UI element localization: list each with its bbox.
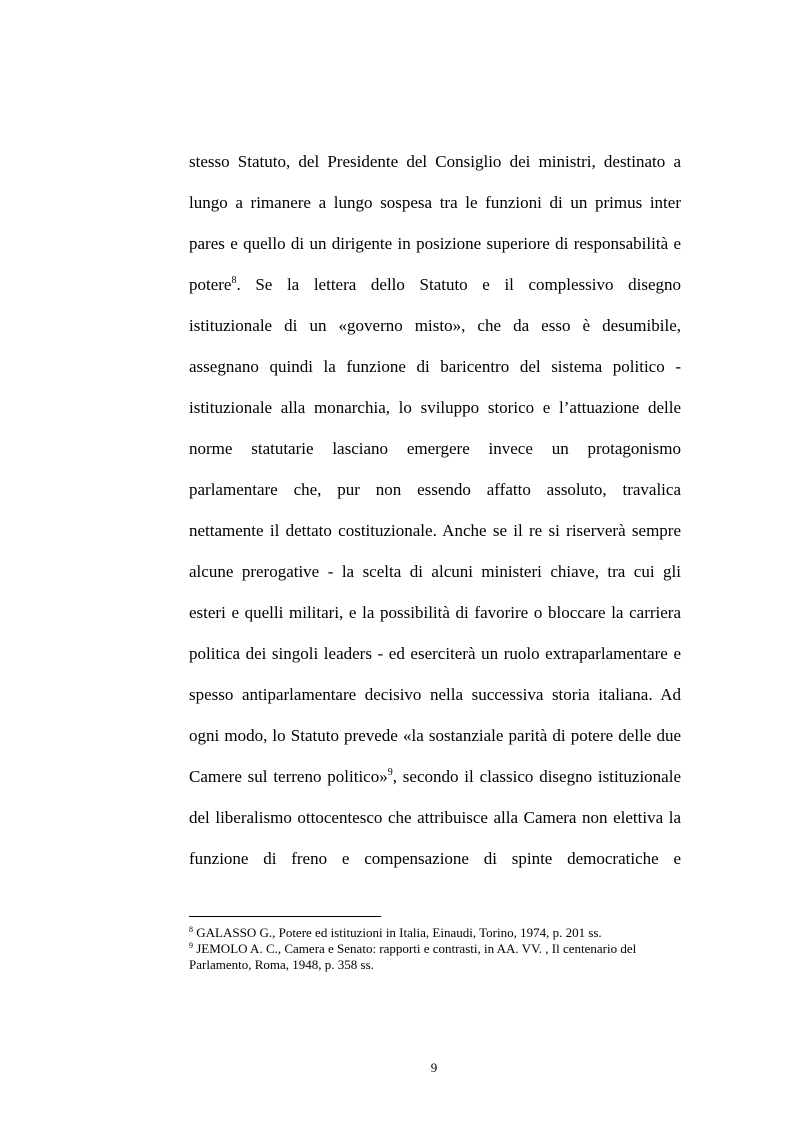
body-line: politica dei singoli leaders - ed eserciterà un ruolo extraparlamentare e (189, 644, 681, 663)
body-line-text: . Se la lettera dello Statuto e il complessivo disegno (236, 275, 681, 294)
body-line: stesso Statuto, del Presidente del Consiglio dei ministri, destinato a (189, 152, 681, 171)
body-line (189, 766, 681, 788)
body-line: funzione di freno e compensazione di spinte democratiche e (189, 849, 681, 868)
page-number: 9 (430, 1060, 438, 1075)
body-line-text: Camere sul terreno politico» (189, 767, 388, 786)
body-line: lungo a rimanere a lungo sospesa tra le funzioni di un primus inter (189, 193, 681, 212)
body-line: assegnano quindi la funzione di baricentro del sistema politico - (189, 357, 681, 376)
body-line: ogni modo, lo Statuto prevede «la sostanziale parità di potere delle due (189, 726, 681, 745)
body-line: spesso antiparlamentare decisivo nella successiva storia italiana. Ad (189, 685, 681, 704)
body-line: alcune prerogative - la scelta di alcuni ministeri chiave, tra cui gli (189, 562, 681, 581)
body-line: nettamente il dettato costituzionale. Anche se il re si riserverà sempre (189, 521, 681, 540)
footnote (189, 925, 669, 941)
body-line: del liberalismo ottocentesco che attribuisce alla Camera non elettiva la (189, 808, 681, 827)
body-line-text: , secondo il classico disegno istituzionale (392, 767, 681, 786)
body-line: pares e quello di un dirigente in posizione superiore di responsabilità e (189, 234, 681, 253)
footnote-reference[interactable]: 9 (387, 767, 393, 778)
footnote-number: 9 (189, 941, 193, 950)
footnote-text: GALASSO G., Potere ed istituzioni in Italia, Einaudi, Torino, 1974, p. 201 ss. (193, 925, 602, 940)
body-line: istituzionale di un «governo misto», che da esso è desumibile, (189, 316, 681, 335)
footnote-separator (189, 916, 381, 917)
body-line-text: potere (189, 275, 232, 294)
body-line: parlamentare che, pur non essendo affatto assoluto, travalica (189, 480, 681, 499)
footnote-number: 8 (189, 925, 193, 934)
body-line: istituzionale alla monarchia, lo sviluppo storico e l’attuazione delle (189, 398, 681, 417)
footnote (189, 941, 669, 973)
body-line (189, 274, 681, 296)
footnote-reference[interactable]: 8 (231, 275, 237, 286)
footnote-text: JEMOLO A. C., Camera e Senato: rapporti e contrasti, in AA. VV. , Il centenario del Parlamento, Roma, 1948, p. 358 ss. (189, 941, 637, 972)
body-line: esteri e quelli militari, e la possibilità di favorire o bloccare la carriera (189, 603, 681, 622)
body-line: norme statutarie lasciano emergere invece un protagonismo (189, 439, 681, 458)
